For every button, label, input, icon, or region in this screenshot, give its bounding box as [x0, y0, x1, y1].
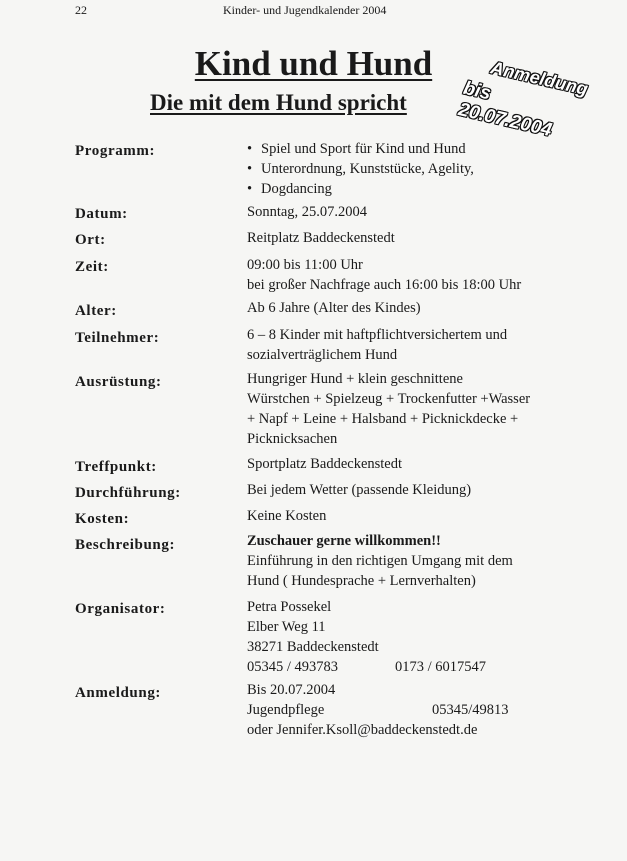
- ausruestung-line-3: + Napf + Leine + Halsband + Picknickdecke +: [247, 411, 519, 427]
- teilnehmer-line-1: 6 – 8 Kinder mit haftpflichtversichertem und: [247, 327, 508, 343]
- organisator-mobile: 0173 / 6017547: [395, 659, 487, 675]
- value-datum: Sonntag, 25.07.2004: [247, 204, 368, 220]
- value-alter: Ab 6 Jahre (Alter des Kindes): [247, 300, 421, 316]
- stamp-line-1: Anmeldung: [488, 57, 590, 100]
- label-alter: Alter:: [75, 303, 117, 319]
- value-treffpunkt: Sportplatz Baddeckenstedt: [247, 456, 403, 472]
- ausruestung-line-4: Picknicksachen: [247, 431, 338, 447]
- beschreibung-highlight: Zuschauer gerne willkommen!!: [247, 533, 441, 549]
- anmeldung-office-row: [247, 700, 547, 720]
- value-durchfuehrung: Bei jedem Wetter (passende Kleidung): [247, 482, 472, 498]
- anmeldung-office: Jugendpflege: [247, 702, 325, 718]
- beschreibung-line-2: Hund ( Hundesprache + Lernverhalten): [247, 573, 476, 589]
- label-kosten: Kosten:: [75, 511, 130, 527]
- label-datum: Datum:: [75, 206, 128, 222]
- label-beschreibung: Beschreibung:: [75, 537, 176, 553]
- value-ausruestung: [247, 369, 530, 449]
- label-ausruestung: Ausrüstung:: [75, 374, 162, 390]
- label-programm: Programm:: [75, 143, 156, 159]
- zeit-line-2: bei großer Nachfrage auch 16:00 bis 18:00 Uhr: [247, 277, 522, 293]
- value-zeit: [247, 255, 521, 295]
- label-teilnehmer: Teilnehmer:: [75, 330, 160, 346]
- organisator-street: Elber Weg 11: [247, 619, 326, 635]
- list-item: • Unterordnung, Kunststücke, Agelity,: [247, 159, 474, 179]
- value-organisator: [247, 597, 547, 677]
- programm-list-wrapper: [247, 139, 474, 199]
- ausruestung-line-1: Hungriger Hund + klein geschnittene: [247, 371, 463, 387]
- organisator-phone: 05345 / 493783: [247, 659, 339, 675]
- list-item: • Dogdancing: [247, 179, 474, 199]
- value-ort: Reitplatz Baddeckenstedt: [247, 230, 395, 246]
- organisator-name: Petra Possekel: [247, 599, 332, 615]
- value-anmeldung: [247, 680, 547, 740]
- ausruestung-line-2: Würstchen + Spielzeug + Trockenfutter +Wasser: [247, 391, 531, 407]
- label-ort: Ort:: [75, 232, 106, 248]
- label-durchfuehrung: Durchführung:: [75, 485, 181, 501]
- label-organisator: Organisator:: [75, 601, 166, 617]
- value-teilnehmer: [247, 325, 507, 365]
- label-treffpunkt: Treffpunkt:: [75, 459, 157, 475]
- value-kosten: Keine Kosten: [247, 508, 327, 524]
- label-anmeldung: Anmeldung:: [75, 685, 162, 701]
- running-title: Kinder- und Jugendkalender 2004: [223, 3, 387, 17]
- anmeldung-office-phone: 05345/49813: [432, 702, 509, 718]
- label-zeit: Zeit:: [75, 259, 109, 275]
- list-item: • Spiel und Sport für Kind und Hund: [247, 139, 474, 159]
- page-number: 22: [75, 3, 87, 17]
- organisator-city: 38271 Baddeckenstedt: [247, 639, 379, 655]
- anmeldung-email: oder Jennifer.Ksoll@baddeckenstedt.de: [247, 722, 478, 738]
- page-subtitle: Die mit dem Hund spricht: [150, 90, 407, 115]
- teilnehmer-line-2: sozialverträglichem Hund: [247, 347, 398, 363]
- zeit-line-1: 09:00 bis 11:00 Uhr: [247, 257, 363, 273]
- beschreibung-line-1: Einführung in den richtigen Umgang mit dem: [247, 553, 513, 569]
- organisator-phones: [247, 657, 547, 677]
- page-title: Kind und Hund: [194, 44, 433, 83]
- stamp-line-2: bis 20.07.2004: [456, 77, 554, 142]
- anmeldung-deadline: Bis 20.07.2004: [247, 682, 336, 698]
- value-beschreibung: [247, 531, 513, 591]
- programm-list: [247, 139, 474, 199]
